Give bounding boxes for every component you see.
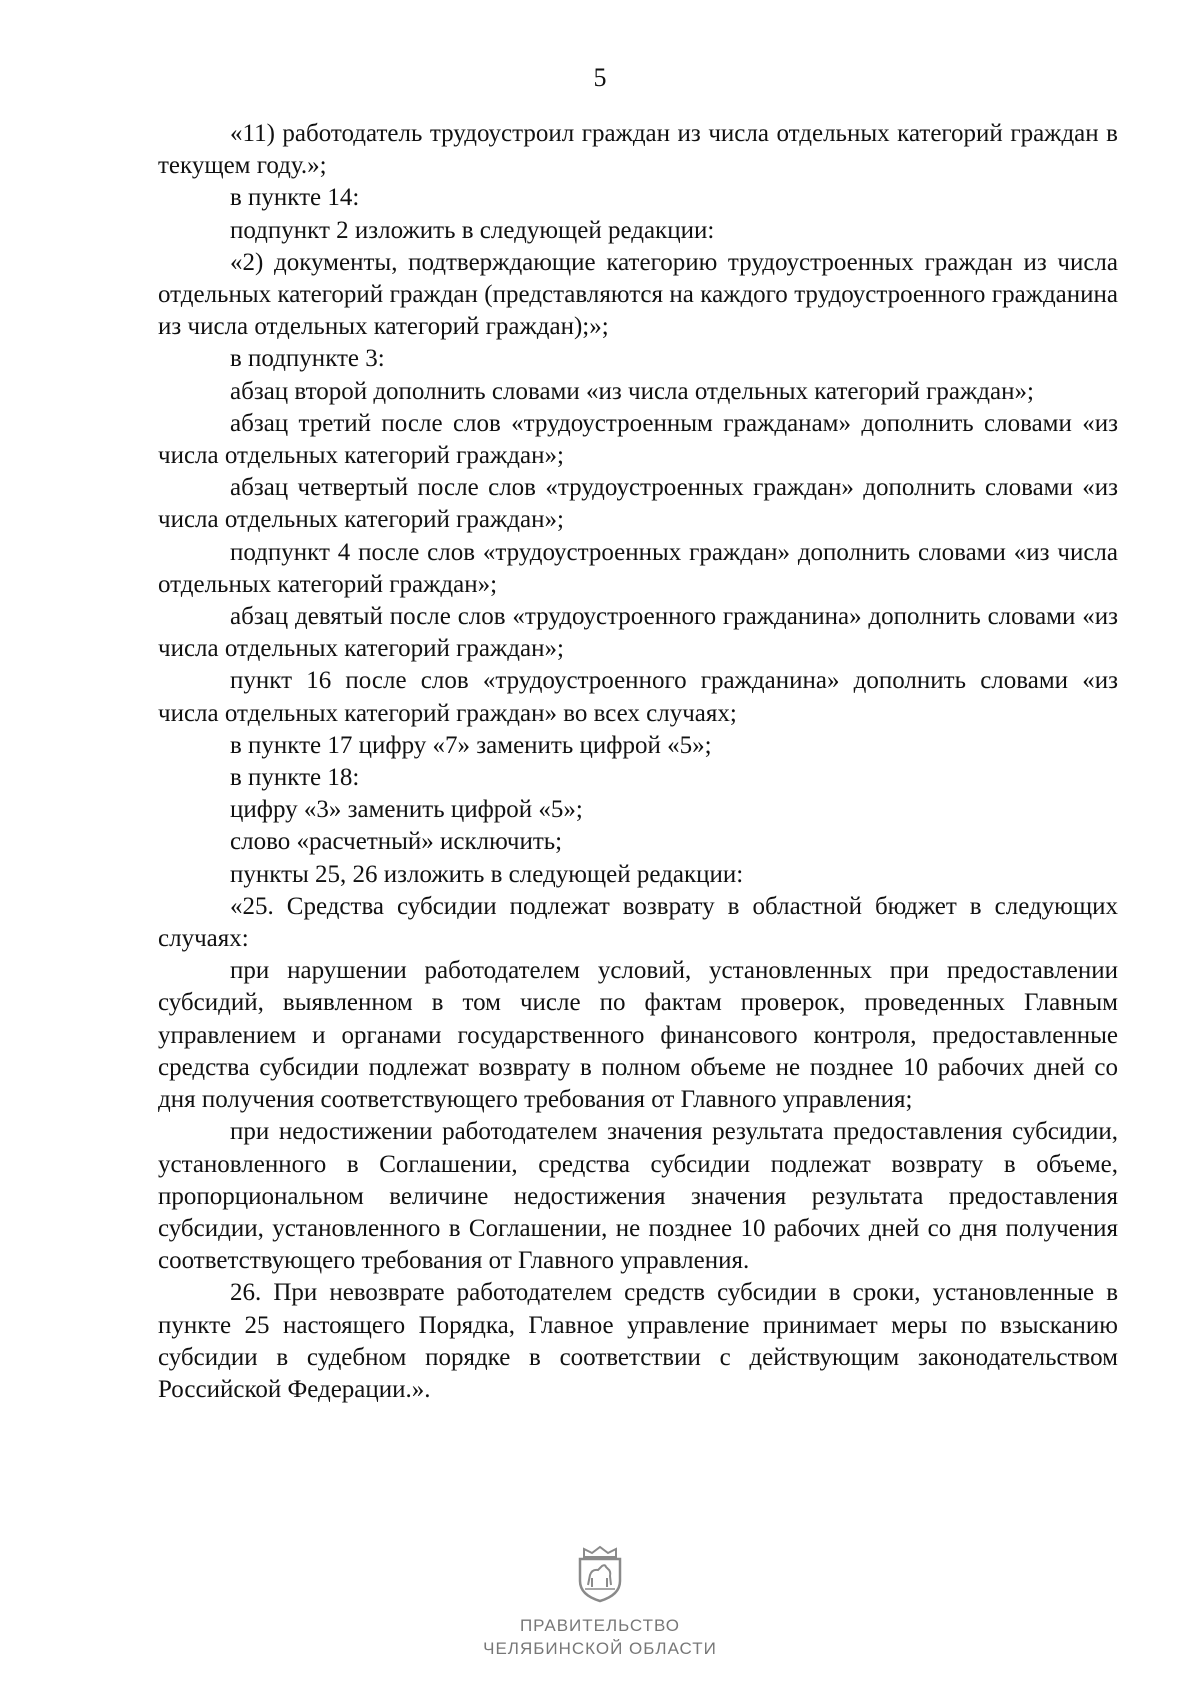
paragraph: «11) работодатель трудоустроил граждан из числа отдельных категорий граждан в текущем году.»; [158,120,1118,180]
paragraph: абзац девятый после слов «трудоустроенного гражданина» дополнить словами «из числа отдельных категорий граждан»; [158,603,1118,663]
paragraph: в пункте 14: [230,184,360,212]
paragraph: при недостижении работодателем значения результата предоставления субсидии, установленного в Соглашении, средства субсидии подлежат возврату в объеме, пропорциональном величине недостижения значения результата предоставления субсидии, установленного в Соглашении, не позднее 10 рабочих дней со дня получения соответствующего требования от Главного управления. [158,1118,1118,1275]
paragraph: «25. Средства субсидии подлежат возврату в областной бюджет в следующих случаях: [158,892,1118,953]
paragraph: абзац третий после слов «трудоустроенным гражданам» дополнить словами «из числа отдельных категорий граждан»; [158,409,1118,470]
government-seal [0,1545,1200,1660]
paragraph: цифру «3» заменить цифрой «5»; [230,796,583,824]
paragraph: 26. При невозврате работодателем средств субсидии в сроки, установленные в пункте 25 настоящего Порядка, Главное управление принимает меры по взысканию субсидии в судебном порядке в соответствии с действующим законодательством Российской Федерации.». [158,1279,1118,1403]
coat-of-arms-icon [574,1545,626,1603]
paragraph: подпункт 2 изложить в следующей редакции: [230,216,715,244]
paragraph: в подпункте 3: [230,345,385,373]
paragraph: в пункте 18: [230,764,360,792]
paragraph: подпункт 4 после слов «трудоустроенных граждан» дополнить словами «из числа отдельных категорий граждан»; [158,538,1118,598]
document-body [158,118,1118,1406]
seal-subtitle: ЧЕЛЯБИНСКОЙ ОБЛАСТИ [483,1639,717,1658]
paragraph: при нарушении работодателем условий, установленных при предоставлении субсидий, выявленном в том числе по фактам проверок, проведенных Главным управлением и органами государственного финансового контроля, предоставленные средства субсидии подлежат возврату в полном объеме не позднее 10 рабочих дней со дня получения соответствующего требования от Главного управления; [158,957,1118,1114]
paragraph: в пункте 17 цифру «7» заменить цифрой «5»; [230,731,712,759]
paragraph: абзац четвертый после слов «трудоустроенных граждан» дополнить словами «из числа отдельных категорий граждан»; [158,474,1118,534]
paragraph: «2) документы, подтверждающие категорию трудоустроенных граждан из числа отдельных категорий граждан (представляются на каждого трудоустроенного гражданина из числа отдельных категорий граждан);»; [158,248,1118,341]
paragraph: слово «расчетный» исключить; [230,828,563,856]
paragraph: абзац второй дополнить словами «из числа отдельных категорий граждан»; [230,377,1034,405]
paragraph: пункт 16 после слов «трудоустроенного гражданина» дополнить словами «из числа отдельных категорий граждан» во всех случаях; [158,667,1118,727]
seal-title: ПРАВИТЕЛЬСТВО [519,1616,681,1635]
page-number: 5 [593,63,607,92]
paragraph: пункты 25, 26 изложить в следующей редакции: [230,860,744,888]
